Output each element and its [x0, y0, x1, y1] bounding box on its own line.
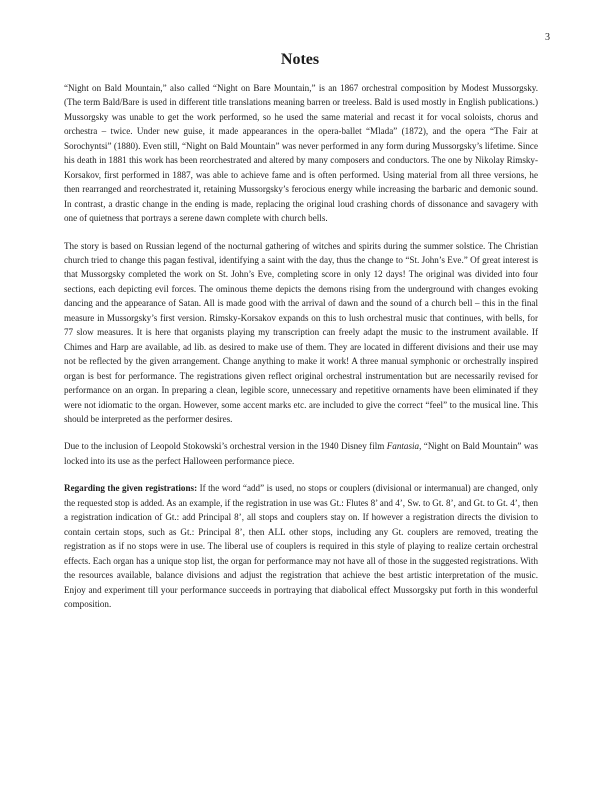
paragraph-fantasia [64, 439, 538, 468]
notes-body [64, 81, 538, 611]
paragraph-story: The story is based on Russian legend of the nocturnal gathering of witches and spirits during the summer solstice. The Christian church tried to change this pagan festival, identifying a saint with the day, thus the change to “St. John’s Eve.” Of great interest is that Mussorgsky completed the work on St. John’s Eve, completing score in only 12 days! The original was divided into four sections, each depicting evil forces. The ominous theme depicts the demons rising from the underground with changes evoking dancing and the appearance of Satan. All is made good with the arrival of dawn and the sound of a church bell – this in the final measure in Mussorgsky’s first version. Rimsky-Korsakov expands on this to lush orchestral music that continues, with bells, for 77 slow measures. It is here that organists playing my transcription can freely adapt the music to the instrument available. If Chimes and Harp are available, ad lib. as desired to make use of them. They are located in different divisions and their use may not be reflected by the given arrangement. Change anything to make it work! A three manual symphonic or orchestrally inspired organ is best for performance. The registrations given reflect original orchestral instrumentation but are necessarily revised for performance on an organ. In preparing a clean, legible score, unnecessary and repetitive ornaments have been eliminated if they were not idiomatic to the organ. However, some accent marks etc. are included to give the correct “feel” to the musical line. This should be interpreted as the performer desires. [64, 240, 538, 424]
page-title: Notes [280, 51, 320, 68]
paragraph-history: “Night on Bald Mountain,” also called “Night on Bare Mountain,” is an 1867 orchestral composition by Modest Mussorgsky. (The term Bald/Bare is used in different title translations meaning barren or treeless. Bald is used mostly in English publications.) Mussorgsky was unable to get the work performed, so he used the same material and recast it for vocal soloists, chorus and orchestra – twice. Under new guise, it made appearances in the opera-ballet “Mlada” (1872), and the opera “The Fair at Sorochyntsi” (1880). Even still, “Night on Bald Mountain” was never performed in any form during Mussorgsky’s lifetime. Since his death in 1881 this work has been reorchestrated and altered by many composers and conductors. The one by Nikolay Rimsky-Korsakov, first performed in 1887, was able to achieve fame and is often performed. Using material from all three versions, he then rearranged and reorchestrated it, retaining Mussorgsky’s ferocious energy while increasing the barbaric and demonic sound. In contrast, a drastic change in the ending is made, replacing the original loud crashing chords of dissonance and savagery with one of quietness that portrays a serene dawn complete with church bells. [64, 83, 538, 224]
registrations-heading: Regarding the given registrations: [64, 483, 198, 494]
film-title: Fantasia [386, 441, 420, 452]
page-number: 3 [545, 32, 550, 43]
registrations-text: If the word “add” is used, no stops or couplers (divisional or intermanual) are changed, only the requested stop is added. As an example, if the registration in use was Gt.: Flutes 8’ and 4’, Sw. to Gt. 8’, and Gt. to Gt. 4’, then a registration indication of Gt.: add Principal 8’, all stops and couplers stay on. If however a registration directs the division to contain certain stops, such as Gt.: Principal 8’, then ALL other stops, including any Gt. couplers are removed, treating the registration as if no stops were in use. The liberal use of couplers is required in this style of playing to realize certain orchestral effects. Each organ has a unique stop list, the organ for performance may not have all of those in the suggested registrations. With the resources available, balance divisions and adjust the registration that achieve the best artistic interpretation of the music. Enjoy and experiment till your performance succeeds in portraying that diabolical effect Mussorgsky put forth in this wonderful composition. [64, 483, 539, 609]
paragraph-fantasia-text-end: , “Night on Bald Mountain” was locked into its use as the perfect Halloween performance piece. [64, 441, 539, 466]
paragraph-fantasia-text-start: Due to the inclusion of Leopold Stokowski’s orchestral version in the 1940 Disney film [64, 441, 387, 452]
paragraph-registrations [64, 481, 538, 611]
